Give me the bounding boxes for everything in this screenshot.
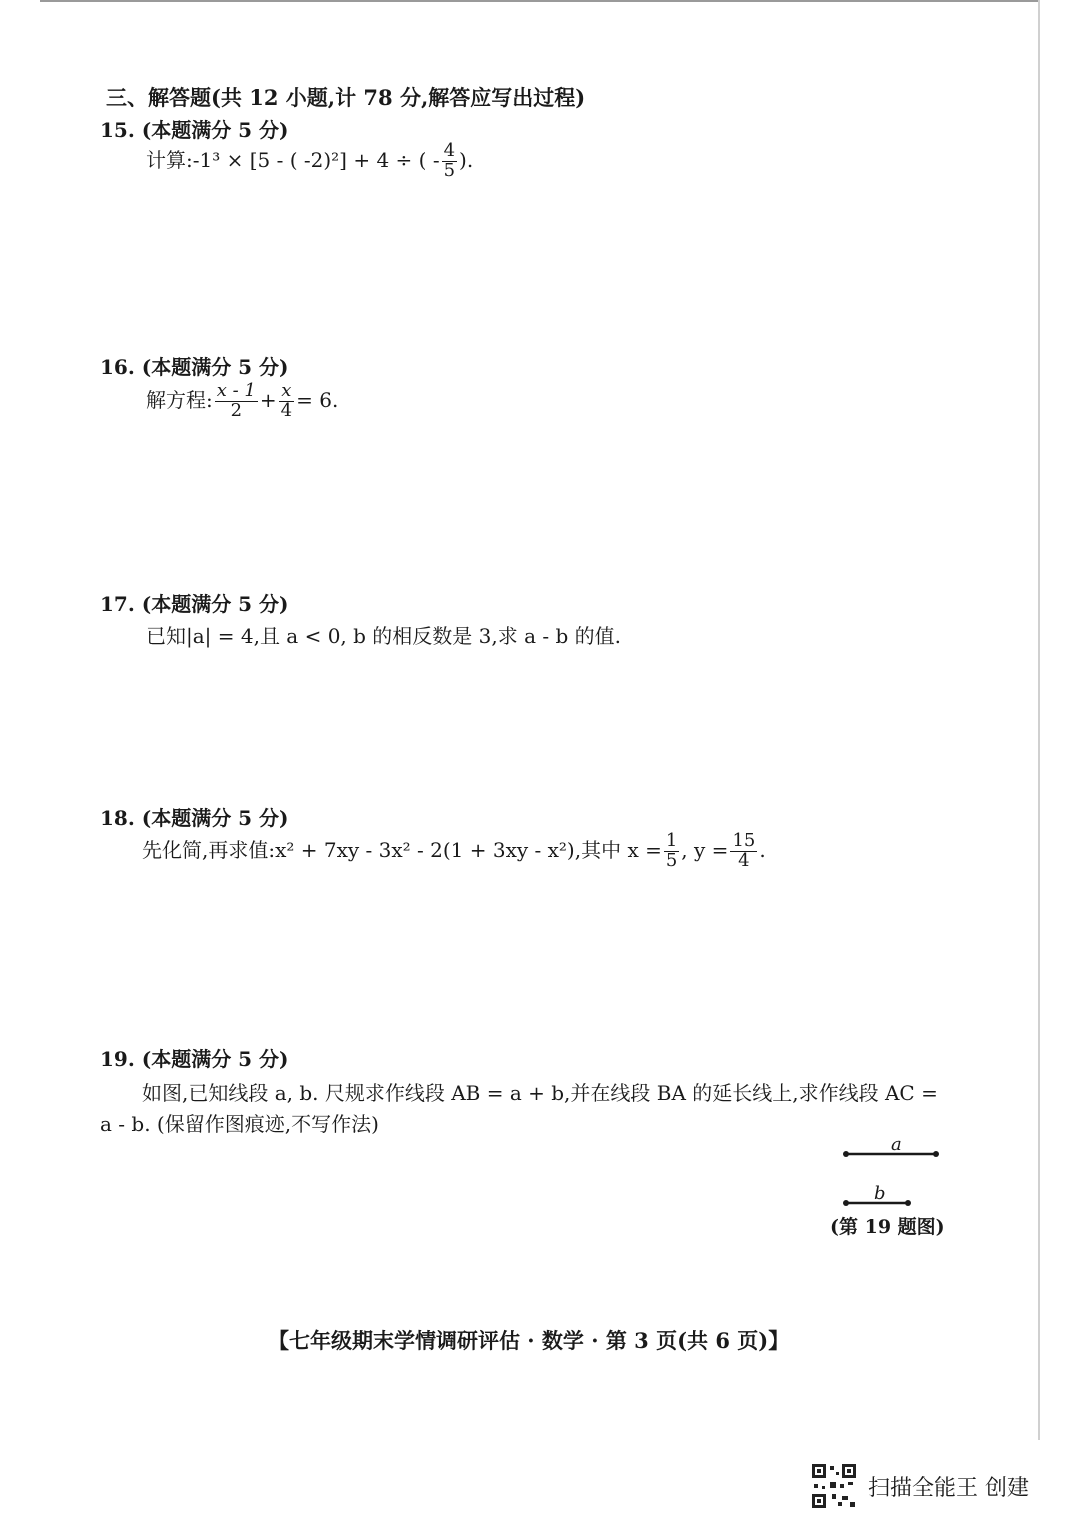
q18-fx-num: 1 [665,830,678,851]
segment-a-start [843,1151,849,1157]
scanner-watermark [810,1462,1029,1510]
question-18-header: 18. (本题满分 5 分) [100,806,289,830]
segment-b-start [843,1200,849,1206]
q18-fy-num: 15 [732,830,756,851]
q15-frac-num: 4 [443,140,456,161]
q18-fx-den: 5 [665,849,678,871]
q18-suffix: . [759,837,766,862]
q18-prefix: 先化简,再求值:x² + 7xy - 3x² - 2(1 + 3xy - x²),其中 x = [142,837,662,862]
q16-frac1-den: 2 [230,399,243,421]
question-15-header: 15. (本题满分 5 分) [100,118,289,142]
question-17-header: 17. (本题满分 5 分) [100,592,289,616]
q16-plus: + [259,387,277,412]
q18-fy-den: 4 [738,849,750,871]
section-title: 三、解答题(共 12 小题,计 78 分,解答应写出过程) [106,85,586,110]
segment-b-end [905,1200,911,1206]
q18-fraction-x [664,832,679,871]
q16-frac2-num: x [279,382,294,402]
q16-fraction-1 [215,382,258,421]
q16-fraction-2 [279,382,294,421]
q16-prefix: 解方程: [146,387,213,412]
page-top-border [40,0,1040,2]
q15-expression: -1³ × [5 - ( -2)²] + 4 ÷ ( - [192,147,440,172]
q15-prefix: 计算: [146,147,193,172]
q15-suffix: ). [459,147,474,172]
question-16-header: 16. (本题满分 5 分) [100,355,289,379]
question-15-body [146,142,473,181]
question-18-body [142,832,766,871]
segment-figure [830,1128,960,1218]
question-16-body [146,382,338,421]
segment-a-label: a [891,1134,902,1155]
q15-frac-den: 5 [443,159,456,181]
page-right-border [1038,0,1040,1440]
q15-fraction [442,142,457,181]
q16-frac2-den: 4 [280,399,293,421]
q16-suffix: = 6. [296,387,339,412]
segment-b-label: b [874,1183,886,1204]
q16-frac1-num: x - 1 [216,380,256,401]
segment-a-end [933,1151,939,1157]
page-footer: 【七年级期末学情调研评估 · 数学 · 第 3 页(共 6 页)】 [268,1328,790,1353]
q18-fraction-y [730,832,757,871]
question-19-body-line1: 如图,已知线段 a, b. 尺规求作线段 AB = a + b,并在线段 BA 的延长线上,求作线段 AC = [142,1081,938,1105]
figure-caption: (第 19 题图) [830,1216,945,1238]
question-19-header: 19. (本题满分 5 分) [100,1047,289,1071]
question-19-body-line2: a - b. (保留作图痕迹,不写作法) [100,1112,379,1136]
question-17-body: 已知|a| = 4,且 a < 0, b 的相反数是 3,求 a - b 的值. [146,624,622,648]
qr-code-icon [810,1462,858,1510]
q18-mid: , y = [681,837,729,862]
scanner-brand-text: 扫描全能王 创建 [868,1475,1029,1501]
